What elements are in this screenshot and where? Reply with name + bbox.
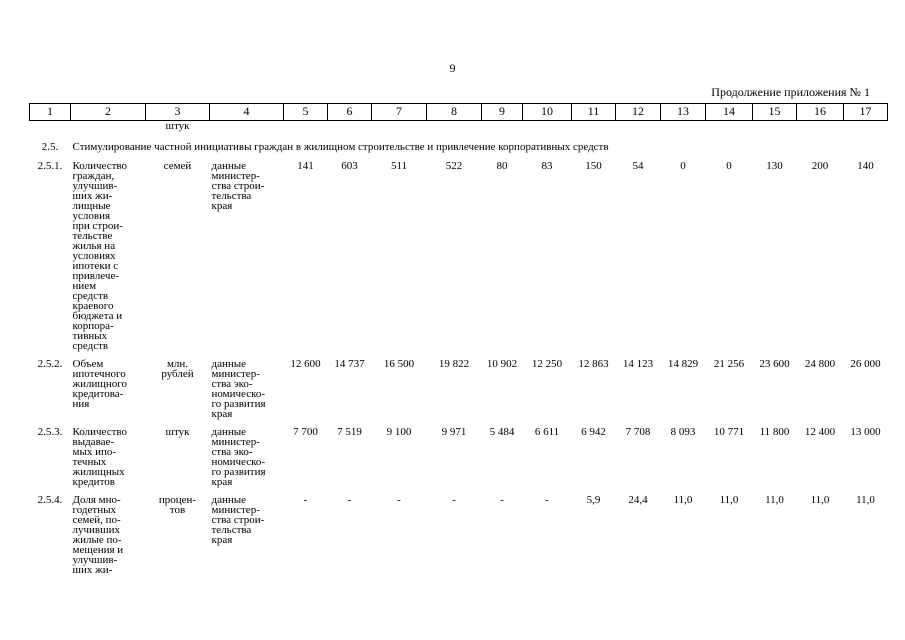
- value-cell: 11,0: [810, 494, 830, 506]
- value-cell: 6 611: [534, 426, 560, 438]
- value-cell: 10 771: [713, 426, 745, 438]
- indicator-name: Количество граждан, улучшив- ших жи- лищные условия при строи- тельстве жилья на условиях ипотеки с привлече- нием средств краевого бюджета и корпора- тивных средств: [72, 160, 128, 352]
- value-cell: 6 942: [581, 426, 606, 438]
- value-cell: 12 600: [290, 358, 321, 370]
- indicator-name: Доля мно- годетных семей, по- лучивших жилые по- мещения и улучшив- ших жи-: [72, 494, 124, 576]
- value-cell: 0: [680, 160, 686, 172]
- header-cell: 12: [616, 104, 661, 121]
- header-cell: 16: [797, 104, 844, 121]
- page-number: 9: [449, 61, 456, 75]
- header-cell: 2: [71, 104, 146, 121]
- value-cell: 522: [445, 160, 463, 172]
- value-cell: 13 000: [850, 426, 881, 438]
- header-cell: 7: [372, 104, 427, 121]
- value-cell: 9 971: [441, 426, 467, 438]
- header-cell: 6: [328, 104, 372, 121]
- value-cell: -: [452, 494, 456, 506]
- header-cell: 3: [146, 104, 210, 121]
- value-cell: 11,0: [856, 494, 875, 506]
- value-cell: 12 400: [804, 426, 836, 438]
- header-cell: 14: [706, 104, 753, 121]
- value-cell: 24,4: [628, 494, 648, 506]
- value-cell: -: [397, 494, 401, 506]
- value-cell: 14 123: [622, 358, 654, 370]
- header-cell: 17: [844, 104, 888, 121]
- header-cell: 5: [284, 104, 328, 121]
- unit-of-measure: семей: [163, 160, 192, 172]
- row-number: 2.5.2.: [37, 358, 63, 370]
- header-cell: 13: [661, 104, 706, 121]
- value-cell: 8 093: [670, 426, 696, 438]
- value-cell: 140: [857, 160, 874, 172]
- value-cell: 14 737: [334, 358, 365, 370]
- value-cell: 54: [632, 160, 644, 172]
- header-cell: 1: [30, 104, 71, 121]
- header-cell: 8: [427, 104, 482, 121]
- data-table: [29, 103, 888, 575]
- unit-of-measure: штук: [165, 426, 190, 438]
- data-source: данные министер- ства эко- номическо- го развития края: [211, 358, 266, 420]
- value-cell: 141: [297, 160, 314, 172]
- indicator-name: Количество выдавае- мых ипо- течных жилищных кредитов: [72, 426, 128, 488]
- value-cell: 11 800: [759, 426, 790, 438]
- value-cell: -: [303, 494, 308, 506]
- value-cell: 5 484: [489, 426, 515, 438]
- header-cell: 10: [523, 104, 572, 121]
- row-number: 2.5.3.: [37, 426, 63, 438]
- value-cell: -: [347, 494, 352, 506]
- section-code: 2.5.: [41, 141, 59, 153]
- continuation-label: Продолжение приложения № 1: [711, 85, 870, 99]
- value-cell: 24 800: [804, 358, 836, 370]
- unit-of-measure: процен- тов: [158, 494, 197, 516]
- value-cell: 11,0: [765, 494, 784, 506]
- value-cell: 11,0: [719, 494, 739, 506]
- table-row: [30, 153, 888, 351]
- row-number: 2.5.4.: [37, 494, 63, 506]
- value-cell: 130: [766, 160, 783, 172]
- header-cell: 9: [482, 104, 523, 121]
- header-row: [30, 104, 888, 121]
- indicator-name: Объем ипотечного жилищного кредитова- ния: [72, 358, 127, 410]
- table-row: [30, 351, 888, 419]
- value-cell: 12 863: [578, 358, 609, 370]
- value-cell: 10 902: [486, 358, 518, 370]
- value-cell: 11,0: [673, 494, 693, 506]
- value-cell: 150: [585, 160, 602, 172]
- table-row: [30, 487, 888, 575]
- value-cell: 9 100: [386, 426, 412, 438]
- value-cell: 12 250: [531, 358, 563, 370]
- value-cell: 14 829: [667, 358, 699, 370]
- value-cell: 16 500: [383, 358, 415, 370]
- value-cell: 5,9: [586, 494, 601, 506]
- carryover-row: [30, 121, 888, 134]
- unit-of-measure: млн. рублей: [161, 358, 194, 380]
- value-cell: -: [545, 494, 549, 506]
- value-cell: 603: [341, 160, 358, 172]
- value-cell: 26 000: [850, 358, 881, 370]
- value-cell: -: [500, 494, 504, 506]
- value-cell: 511: [390, 160, 408, 172]
- carryover-unit: штук: [165, 120, 190, 132]
- value-cell: 21 256: [713, 358, 745, 370]
- data-source: данные министер- ства строи- тельства края: [211, 494, 265, 546]
- section-title: Стимулирование частной инициативы граждан в жилищном строительстве и привлечение корпоративных средств: [72, 141, 609, 153]
- data-source: данные министер- ства эко- номическо- го развития края: [211, 426, 266, 488]
- header-cell: 4: [210, 104, 284, 121]
- value-cell: 7 700: [293, 426, 318, 438]
- value-cell: 23 600: [759, 358, 790, 370]
- table-row: [30, 419, 888, 487]
- value-cell: 7 708: [625, 426, 651, 438]
- value-cell: 80: [496, 160, 508, 172]
- row-number: 2.5.1.: [37, 160, 63, 172]
- header-cell: 15: [753, 104, 797, 121]
- section-row: [30, 133, 888, 153]
- header-cell: 11: [572, 104, 616, 121]
- value-cell: 0: [726, 160, 732, 172]
- value-cell: 200: [811, 160, 829, 172]
- value-cell: 19 822: [438, 358, 470, 370]
- value-cell: 83: [541, 160, 553, 172]
- value-cell: 7 519: [337, 426, 362, 438]
- data-source: данные министер- ства строи- тельства края: [211, 160, 265, 212]
